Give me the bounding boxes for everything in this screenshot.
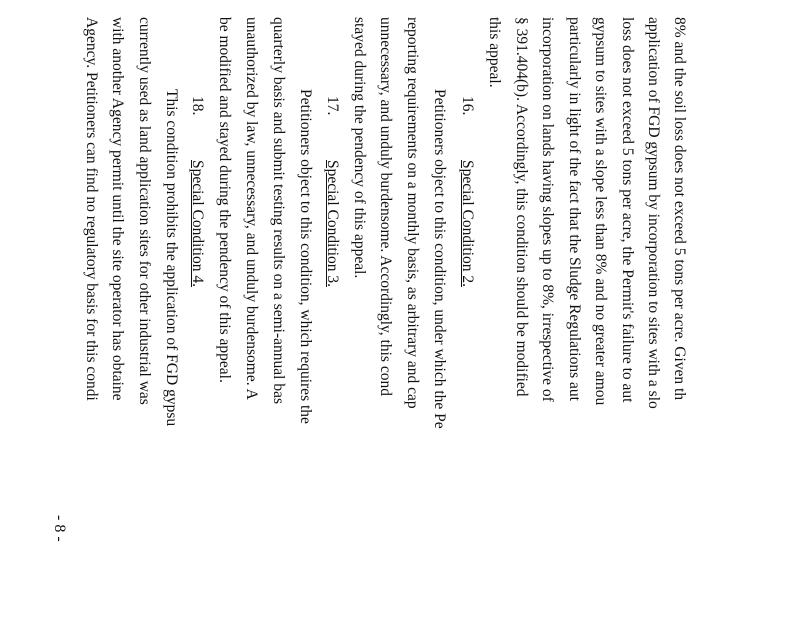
section-number-16: 16. bbox=[459, 96, 476, 116]
text-line: incorporation on lands having slopes up to 8%, irrespective of bbox=[539, 17, 556, 402]
text-line: application of FGD gypsum by incorporation to sites with a slo bbox=[645, 17, 662, 409]
text-line: stayed during the pendency of this appeal. bbox=[351, 17, 368, 279]
text-line: be modified and stayed during the pendency of this appeal. bbox=[216, 17, 233, 383]
text-line: § 391.404(b). Accordingly, this condition should be modified bbox=[513, 17, 530, 397]
section-number-17: 17. bbox=[324, 96, 341, 116]
text-line: this appeal. bbox=[486, 17, 503, 88]
text-line: particularly in light of the fact that the Sludge Regulations aut bbox=[566, 17, 583, 401]
text-line: loss does not exceed 5 tons per acre, the Permit's failure to aut bbox=[619, 17, 636, 403]
text-line: unauthorized by law, unnecessary, and unduly burdensome. A bbox=[243, 17, 260, 400]
text-line: Petitioners object to this condition, under which the Pe bbox=[431, 89, 448, 429]
text-line: currently used as land application sites for other industrial was bbox=[136, 17, 153, 405]
text-line: with another Agency permit until the site operator has obtaine bbox=[109, 17, 126, 401]
text-line: gypsum to sites with a slope less than 8% and no greater amou bbox=[592, 17, 609, 406]
text-line: quarterly basis and submit testing results on a semi-annual bas bbox=[270, 17, 287, 404]
text-line: Agency. Petitioners can find no regulatory basis for this condi bbox=[83, 17, 100, 401]
section-number-18: 18. bbox=[189, 96, 206, 116]
text-line: unnecessary, and unduly burdensome. Accordingly, this cond bbox=[377, 17, 394, 396]
section-heading-special-condition-3: Special Condition 3. bbox=[324, 160, 341, 288]
text-line: 8% and the soil loss does not exceed 5 tons per acre. Given th bbox=[671, 17, 688, 401]
section-heading-special-condition-4: Special Condition 4. bbox=[189, 160, 206, 288]
text-line: reporting requirements on a monthly basis, as arbitrary and cap bbox=[404, 17, 421, 409]
text-line: This condition prohibits the application of FGD gypsu bbox=[163, 89, 180, 427]
text-line: Petitioners object to this condition, which requires the bbox=[297, 89, 314, 424]
section-heading-special-condition-2: Special Condition 2. bbox=[459, 160, 476, 288]
page-number: - 8 - bbox=[51, 515, 68, 542]
rotated-text-block bbox=[83, 17, 688, 618]
